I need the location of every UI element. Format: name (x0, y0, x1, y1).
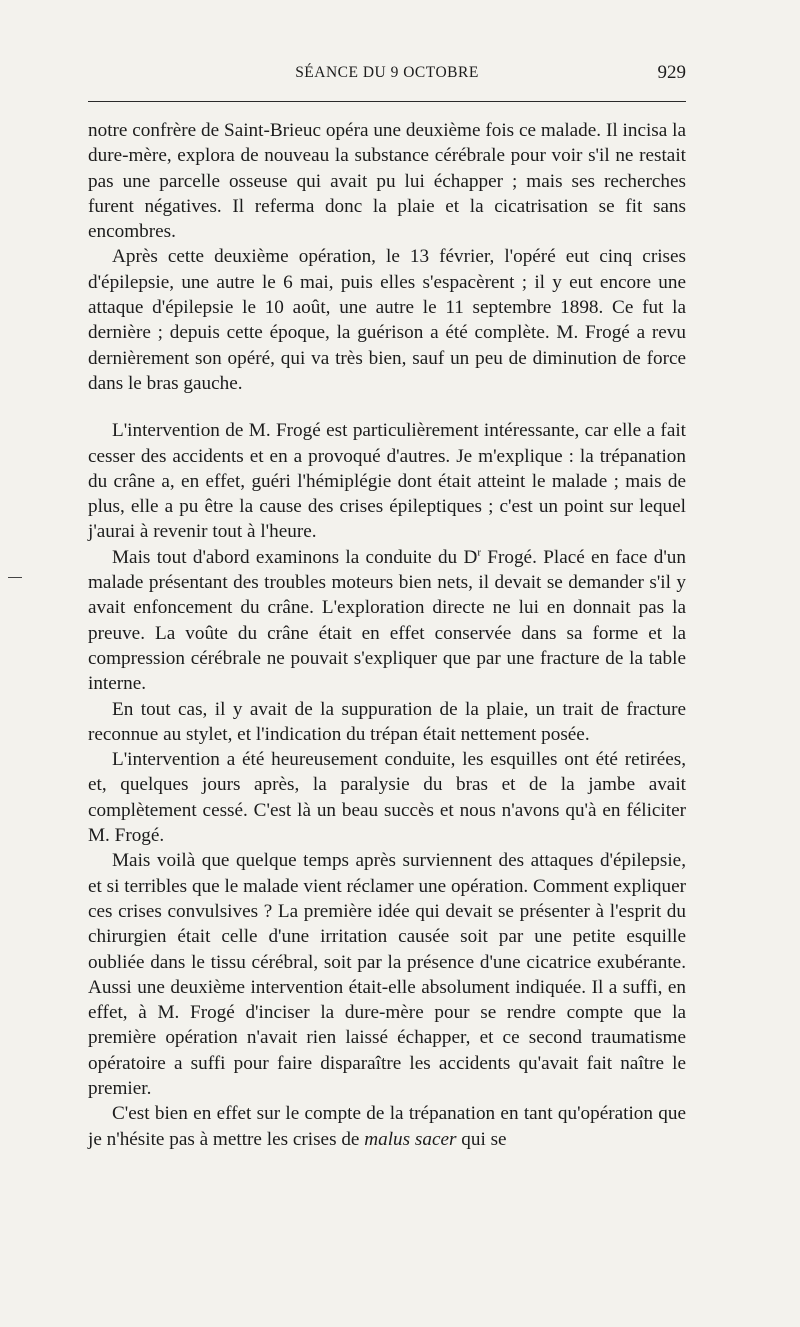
paragraph-8-start: C'est bien en effet sur le compte de la trépanation en tant qu'opération que je n'hésite pas à mettre les crises de (88, 1103, 686, 1150)
paragraph-5: En tout cas, il y avait de la suppuration de la plaie, un trait de fracture reconnue au stylet, et l'indication du trépan était nettement posée. (88, 698, 686, 745)
paragraph-6: L'intervention a été heureusement conduite, les esquilles ont été retirées, et, quelques jours après, la paralysie du bras et de la jambe avait complètement cessé. C'est là un beau succès et nous n'avons qu'à en féliciter M. Frogé. (88, 749, 686, 847)
paragraph-4 (88, 545, 686, 697)
paragraph-8-end: qui se (456, 1128, 507, 1150)
paragraph-1: notre confrère de Saint-Brieuc opéra une deuxième fois ce malade. Il incisa la dure-mère, explora de nouveau la substance cérébrale pour voir s'il ne restait pas une parcelle osseuse qui avait pu lui échapper ; mais ses recherches furent négatives. Il referma donc la plaie et la cicatrisation se fit sans encombres. (88, 120, 686, 243)
doctor-abbrev-sup: r (477, 546, 481, 559)
paragraph-8 (88, 1101, 686, 1152)
header-rule (88, 101, 686, 102)
page-number: 929 (657, 62, 686, 83)
paragraph-2: Après cette deuxième opération, le 13 février, l'opéré eut cinq crises d'épilepsie, une autre le 6 mai, puis elles s'espacèrent ; il y eut encore une attaque d'épilepsie le 10 août, une autre le 11 septembre 1898. Ce fut la dernière ; depuis cette époque, la guérison a été complète. M. Frogé a revu dernièrement son opéré, qui va très bien, sauf un peu de diminution de force dans le bras gauche. (88, 246, 686, 394)
running-title: SÉANCE DU 9 OCTOBRE (295, 64, 479, 81)
paragraph-4-start: Mais tout d'abord examinons la conduite du D (112, 546, 478, 568)
body-text (88, 118, 686, 1152)
paragraph-7: Mais voilà que quelque temps après surviennent des attaques d'épilepsie, et si terribles que le malade vient réclamer une opération. Comment expliquer ces crises convulsives ? La première idée qui devait se présenter à l'esprit du chirurgien était celle d'une irritation causée soit par une petite esquille oubliée dans le tissu cérébral, soit par la présence d'une cicatrice exubérante. Aussi une deuxième intervention était-elle absolument indiquée. Il a suffi, en effet, à M. Frogé d'inciser la dure-mère pour se rendre compte que la première opération n'avait rien laissé échapper, et ce second traumatisme opératoire a suffi pour faire disparaître les accidents qu'avait fait naître le premier. (88, 850, 686, 1099)
paragraph-4-end: Frogé. Placé en face d'un malade présentant des troubles moteurs bien nets, il devait se demander s'il y avait enfoncement du crâne. L'exploration directe ne lui en donnait pas la preuve. La voûte du crâne était en effet conservée dans sa forme et la compression cérébrale ne pouvait s'expliquer que par une fracture de la table interne. (88, 546, 686, 695)
running-header (88, 58, 686, 92)
margin-mark (8, 577, 22, 578)
italic-term: malus sacer (364, 1128, 457, 1150)
paragraph-3: L'intervention de M. Frogé est particulièrement intéressante, car elle a fait cesser des accidents et en a provoqué d'autres. Je m'explique : la trépanation du crâne a, en effet, guéri l'hémiplégie dont était atteint le malade ; mais de plus, elle a pu être la cause des crises épileptiques ; c'est un point sur lequel j'aurai à revenir tout à l'heure. (88, 420, 686, 543)
